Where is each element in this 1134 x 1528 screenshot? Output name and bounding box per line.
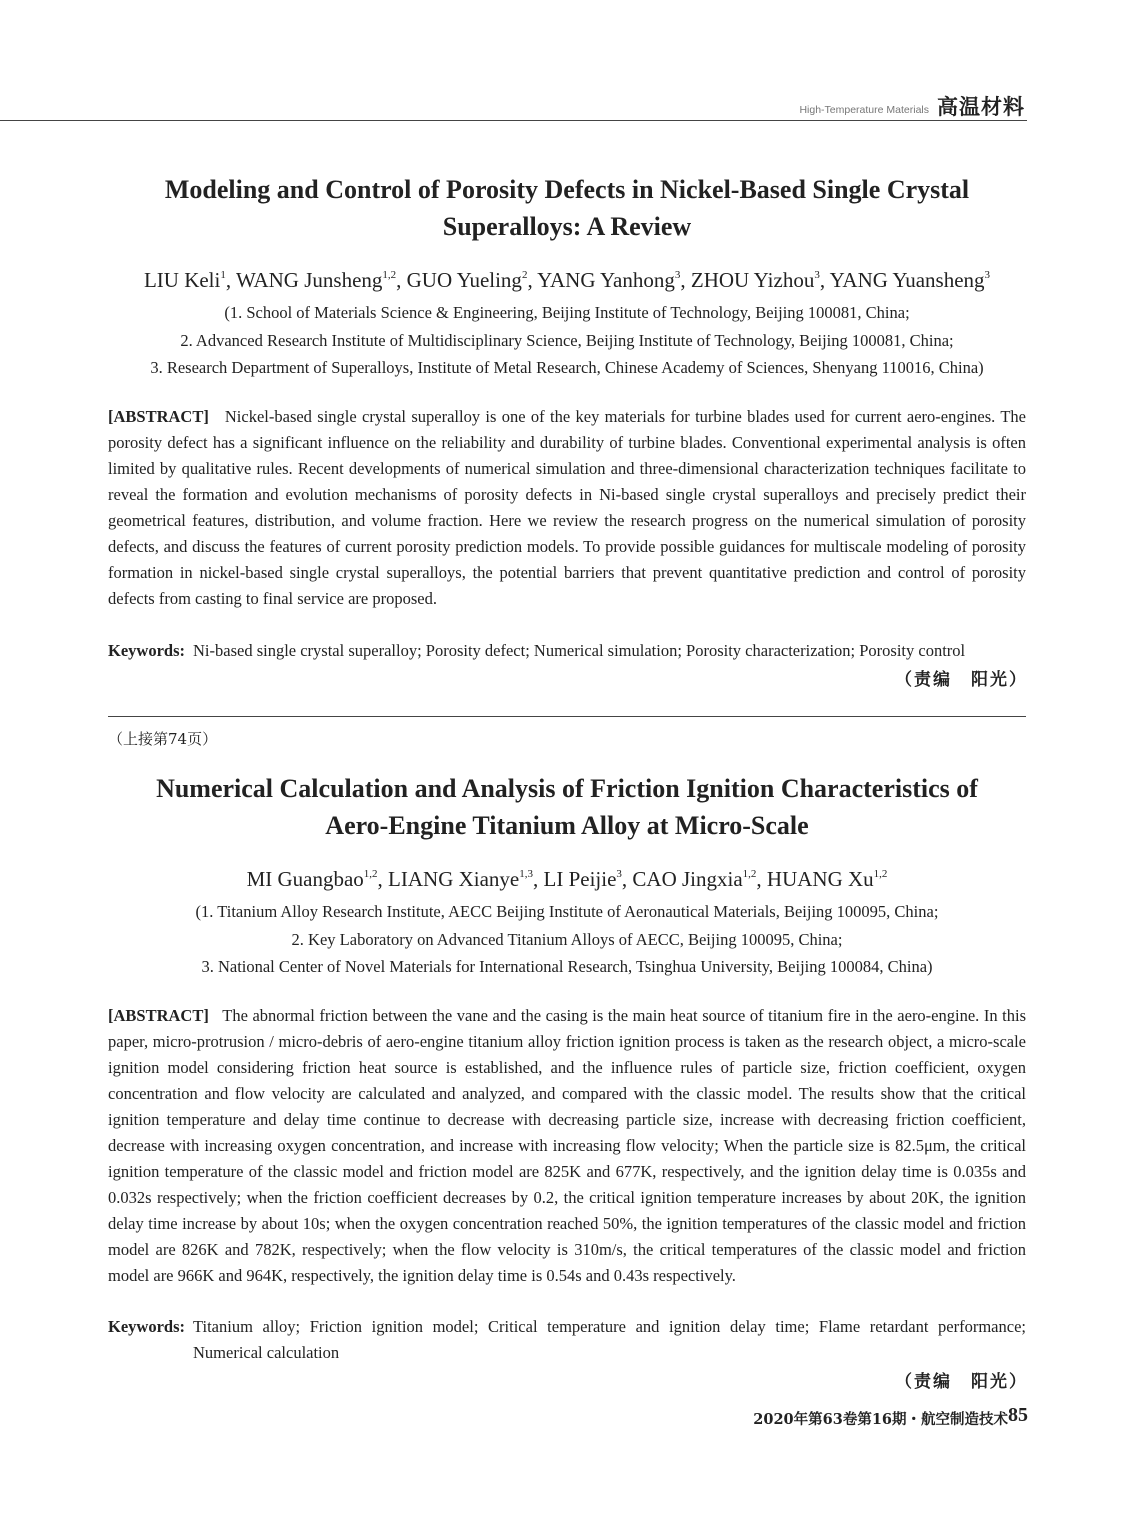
article1-abstract (108, 404, 1026, 612)
author: WANG Junsheng$^{1,2}$, (235, 268, 407, 292)
author-name: LIU Keli (143, 268, 221, 292)
article1-title-line1: Modeling and Control of Porosity Defects in Nickel-Based Single Crystal (164, 175, 970, 204)
affiliation-line: 2. Key Laboratory on Advanced Titanium Alloys of AECC, Beijing 100095, China; (291, 929, 843, 949)
article2-title (120, 770, 1014, 844)
author (767, 867, 888, 891)
author-affil-mark: 1 (220, 269, 226, 281)
affiliation-line: 2. Advanced Research Institute of Multidisciplinary Science, Beijing Institute of Technology, Beijing 100081, China; (180, 330, 954, 350)
article2-editor-note: （责编 阳光） (895, 1372, 1028, 1392)
article2-title-line1: Numerical Calculation and Analysis of Friction Ignition Characteristics of (156, 774, 978, 803)
article2-abstract (108, 1003, 1026, 1289)
author: LIU Keli$^1$, (143, 268, 236, 292)
author-affil-mark: 3 (674, 269, 681, 281)
affiliation-line: (1. Titanium Alloy Research Institute, AECC Beijing Institute of Aeronautical Materials, Beijing 100095, China; (195, 902, 939, 921)
author-name: GUO Yueling (406, 268, 522, 292)
author-affil-mark: 1,2 (742, 868, 757, 880)
author-name: HUANG Xu (766, 867, 874, 891)
keywords-label: Keywords: (108, 641, 185, 660)
keywords-label: Keywords: (108, 1317, 185, 1336)
page-number: 85 (1008, 1404, 1028, 1426)
author-affil-mark: 3 (814, 269, 820, 281)
author-affil-mark: 1,2 (363, 868, 378, 880)
keywords-text: Ni-based single crystal superalloy; Porosity defect; Numerical simulation; Porosity characterization; Porosity control (193, 641, 966, 660)
article1-editor-note: （责编 阳光） (895, 670, 1028, 690)
author-affil-mark: 3 (616, 868, 622, 880)
author-name: YANG Yuansheng (829, 268, 985, 292)
article2-keywords (108, 1314, 1026, 1366)
continued-from-note: （上接第74页） (108, 730, 218, 748)
journal-section-zh: 高温材料 (937, 94, 1025, 119)
running-header (0, 90, 1027, 121)
article1-title-line2: Superalloys: A Review (442, 212, 692, 241)
section-divider (108, 716, 1026, 717)
article2-affiliations (80, 898, 1054, 981)
author: LIANG Xianye$^{1,3}$, (388, 867, 544, 891)
author-affil-mark: 3 (984, 269, 991, 281)
author-name: MI Guangbao (246, 867, 364, 891)
author-name: WANG Junsheng (235, 268, 383, 292)
abstract-label: [ABSTRACT] (108, 1006, 209, 1025)
author: ZHOU Yizhou$^3$, (690, 268, 830, 292)
author-name: ZHOU Yizhou (690, 268, 815, 292)
footer-issue: 2020年第63卷第16期・航空制造技术 (753, 1411, 1008, 1428)
author-affil-mark: 1,2 (382, 269, 397, 281)
abstract-text: Nickel-based single crystal superalloy is one of the key materials for turbine blades used for current aero-engines. The porosity defect has a significant influence on the reliability and durability of turbine blades. Conventional experimental analysis is often limited by qualitative rules. Recent developments of numerical simulation and three-dimensional characterization techniques facilitate to reveal the formation and evolution mechanisms of porosity defects in Ni-based single crystal superalloys and precisely predict their geometrical features, distribution, and volume fraction. Here we review the research progress on the numerical simulation of porosity defects, and discuss the features of current porosity prediction models. To provide possible guidances for multiscale modeling of porosity formation in nickel-based single crystal superalloys, the potential barriers that prevent quantitative prediction and control of porosity defects from casting to final service are proposed. (108, 407, 1026, 608)
author-affil-mark: 2 (521, 269, 528, 281)
affiliation-line: 3. National Center of Novel Materials for International Research, Tsinghua University, Beijing 100084, China) (201, 957, 933, 976)
article2-authors (90, 867, 1044, 892)
author (830, 268, 990, 292)
affiliation-line: 3. Research Department of Superalloys, Institute of Metal Research, Chinese Academy of Sciences, Shenyang 110016, China) (150, 358, 984, 377)
article1-affiliations (80, 299, 1054, 382)
author: GUO Yueling$^2$, (406, 268, 538, 292)
article2-title-line2: Aero-Engine Titanium Alloy at Micro-Scale (325, 811, 809, 840)
author-name: YANG Yanhong (537, 268, 675, 292)
abstract-label: [ABSTRACT] (108, 407, 209, 426)
affiliation-line: (1. School of Materials Science & Engineering, Beijing Institute of Technology, Beijing 100081, China; (224, 303, 910, 322)
journal-section-en: High-Temperature Materials (799, 104, 929, 116)
author: MI Guangbao$^{1,2}$, (246, 867, 389, 891)
article1-title (120, 171, 1014, 245)
author-affil-mark: 1,2 (873, 868, 888, 880)
author-name: LI Peijie (543, 867, 617, 891)
article1-keywords (108, 638, 1026, 664)
author: CAO Jingxia$^{1,2}$, (632, 867, 767, 891)
author: LI Peijie$^3$, (543, 867, 633, 891)
author-name: CAO Jingxia (632, 867, 743, 891)
article1-authors (90, 268, 1044, 293)
keywords-text: Titanium alloy; Friction ignition model; Critical temperature and ignition delay time; Flame retardant performance; Numerical calculation (193, 1317, 1026, 1362)
author: YANG Yanhong$^3$, (537, 268, 691, 292)
abstract-text: The abnormal friction between the vane and the casing is the main heat source of titanium fire in the aero-engine. In this paper, micro-protrusion / micro-debris of aero-engine titanium alloy friction ignition process is taken as the research object, a micro-scale ignition model considering friction heat source is established, and the influence rules of particle size, friction coefficient, oxygen concentration and flow velocity are calculated and analyzed, and compared with the classic model. The results show that the critical ignition temperature and delay time continue to decrease with decreasing particle size, increase with decreasing friction coefficient, decrease with increasing oxygen concentration, and increase with increasing flow velocity; When the particle size is 82.5μm, the critical ignition temperature of the classic model and friction model are 825K and 677K, respectively, and the ignition delay time is 0.035s and 0.032s respectively; when the friction coefficient decreases by 0.2, the critical ignition temperature increases by about 20K, the ignition delay time increase by about 10s; when the oxygen concentration reached 50%, the ignition temperatures of the classic model and friction model are 826K and 782K, respectively; when the flow velocity is 310m/s, the critical temperatures of the classic model and friction model are 966K and 964K, respectively, the ignition delay time is 0.54s and 0.43s respectively. (108, 1006, 1027, 1285)
author-name: LIANG Xianye (388, 867, 520, 891)
author-affil-mark: 1,3 (519, 868, 534, 880)
